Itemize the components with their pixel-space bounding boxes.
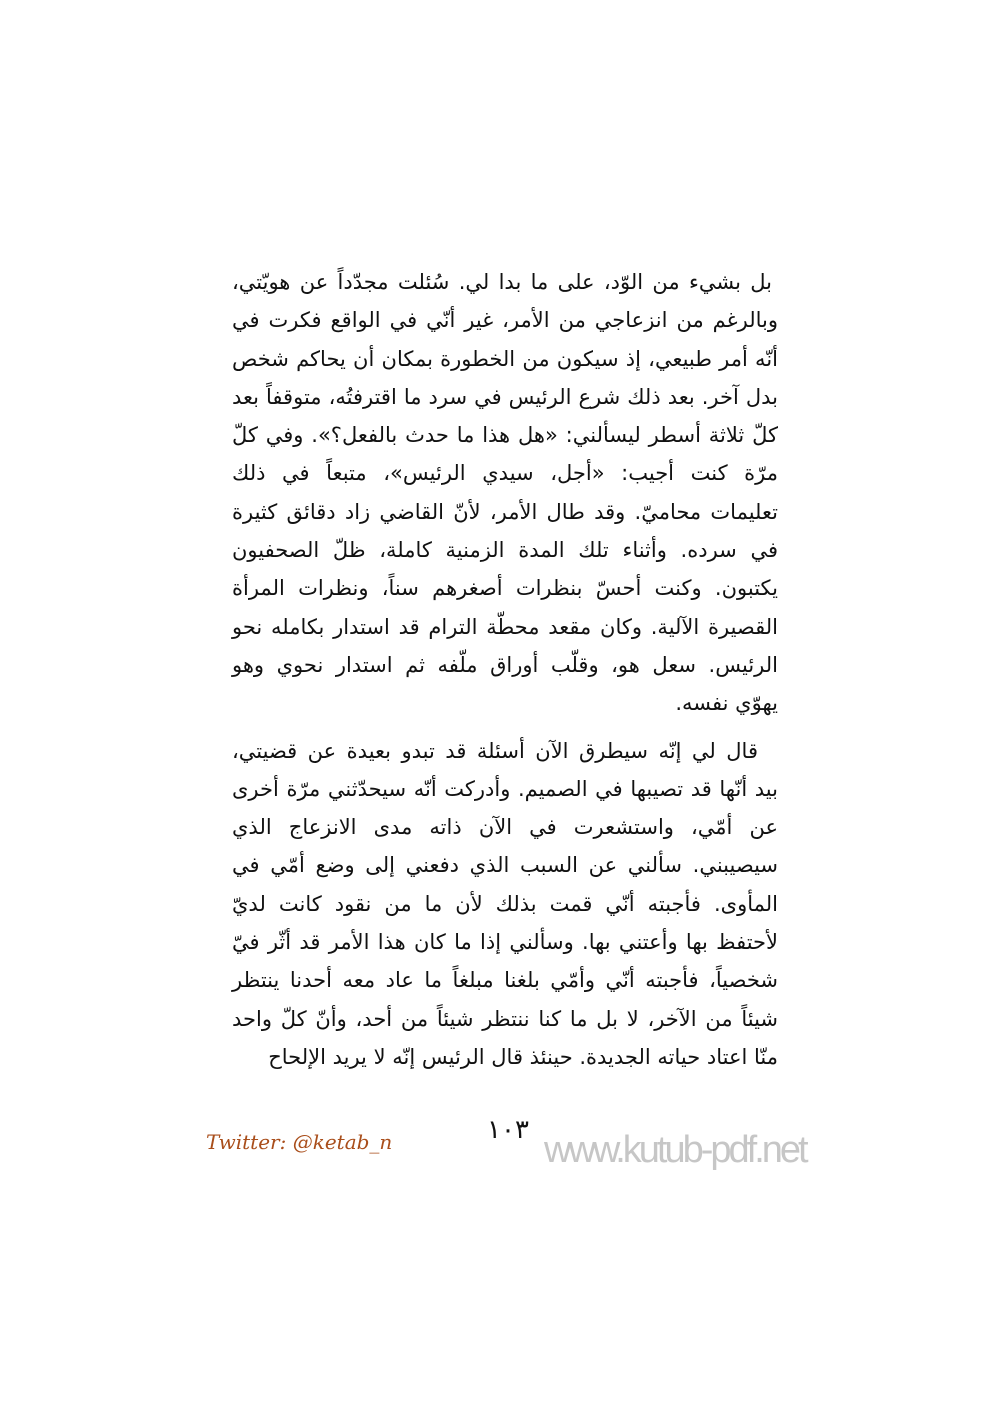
text-line: يهوّي نفسه.: [675, 691, 778, 716]
text-line: شخصياً، فأجبته أنّي وأمّي بلغنا مبلغاً ما عاد معه أحدنا ينتظر: [232, 968, 778, 993]
page-number: ١٠٣: [487, 1115, 529, 1145]
text-line: في سرده. وأثناء تلك المدة الزمنية كاملة، ظلّ الصحفيون: [232, 538, 778, 563]
text-line: لأحتفظ بها وأعتني بها. وسألني إذا ما كان هذا الأمر قد أثّر فيّ: [232, 930, 778, 955]
text-line: بدل آخر. بعد ذلك شرع الرئيس في سرد ما اقترفتُه، متوقفاً بعد: [232, 384, 778, 409]
twitter-handle: Twitter: @ketab_n: [206, 1130, 393, 1154]
text-line: الرئيس. سعل هو، وقلّب أوراق ملّفه ثم استدار نحوي وهو: [232, 652, 778, 677]
text-line: المأوى. فأجبته أنّي قمت بذلك لأن ما من نقود كانت لديّ: [232, 891, 778, 916]
paragraph: [232, 263, 778, 723]
text-line: وبالرغم من انزعاجي من الأمر، غير أنّي في الواقع فكرت في: [232, 308, 778, 333]
text-line: القصيرة الآلية. وكان مقعد محطّة الترام قد استدار بكامله نحو: [232, 614, 778, 639]
text-line: منّا اعتاد حياته الجديدة. حينئذ قال الرئيس إنّه لا يريد الإلحاح: [268, 1044, 778, 1069]
text-line: قال لي إنّه سيطرق الآن أسئلة قد تبدو بعيدة عن قضيتي،: [232, 738, 758, 763]
text-line: يكتبون. وكنت أحسّ بنظرات أصغرهم سناً، ونظرات المرأة: [232, 576, 778, 601]
text-line: مرّة كنت أجيب: «أجل، سيدي الرئيس»، متبعاً في ذلك: [232, 461, 778, 486]
text-line: بل بشيء من الوّد، على ما بدا لي. سُئلت مجدّداً عن هويّتي،: [232, 270, 772, 294]
text-line: تعليمات محاميّ. وقد طال الأمر، لأنّ القاضي زاد دقائق كثيرة: [232, 499, 778, 524]
text-line: أنّه أمر طبيعي، إذ سيكون من الخطورة بمكان أن يحاكم شخص: [232, 346, 778, 371]
text-line: كلّ ثلاثة أسطر ليسألني: «هل هذا ما حدث بالفعل؟». وفي كلّ: [232, 423, 778, 448]
watermark: www.kutub-pdf.net: [544, 1129, 806, 1171]
text-line: عن أمّي، واستشعرت في الآن ذاته مدى الانزعاج الذي: [232, 815, 778, 840]
text-line: بيد أنّها قد تصيبها في الصميم. وأدركت أنّه سيحدّثني مرّة أخرى: [232, 776, 778, 801]
text-block: [232, 263, 778, 1076]
paragraph: [232, 732, 778, 1077]
text-line: شيئاً من الآخر، لا بل ما كنا ننتظر شيئاً من أحد، وأنّ كلّ واحد: [232, 1006, 778, 1031]
text-line: سيصيبني. سألني عن السبب الذي دفعني إلى وضع أمّي في: [232, 853, 778, 878]
